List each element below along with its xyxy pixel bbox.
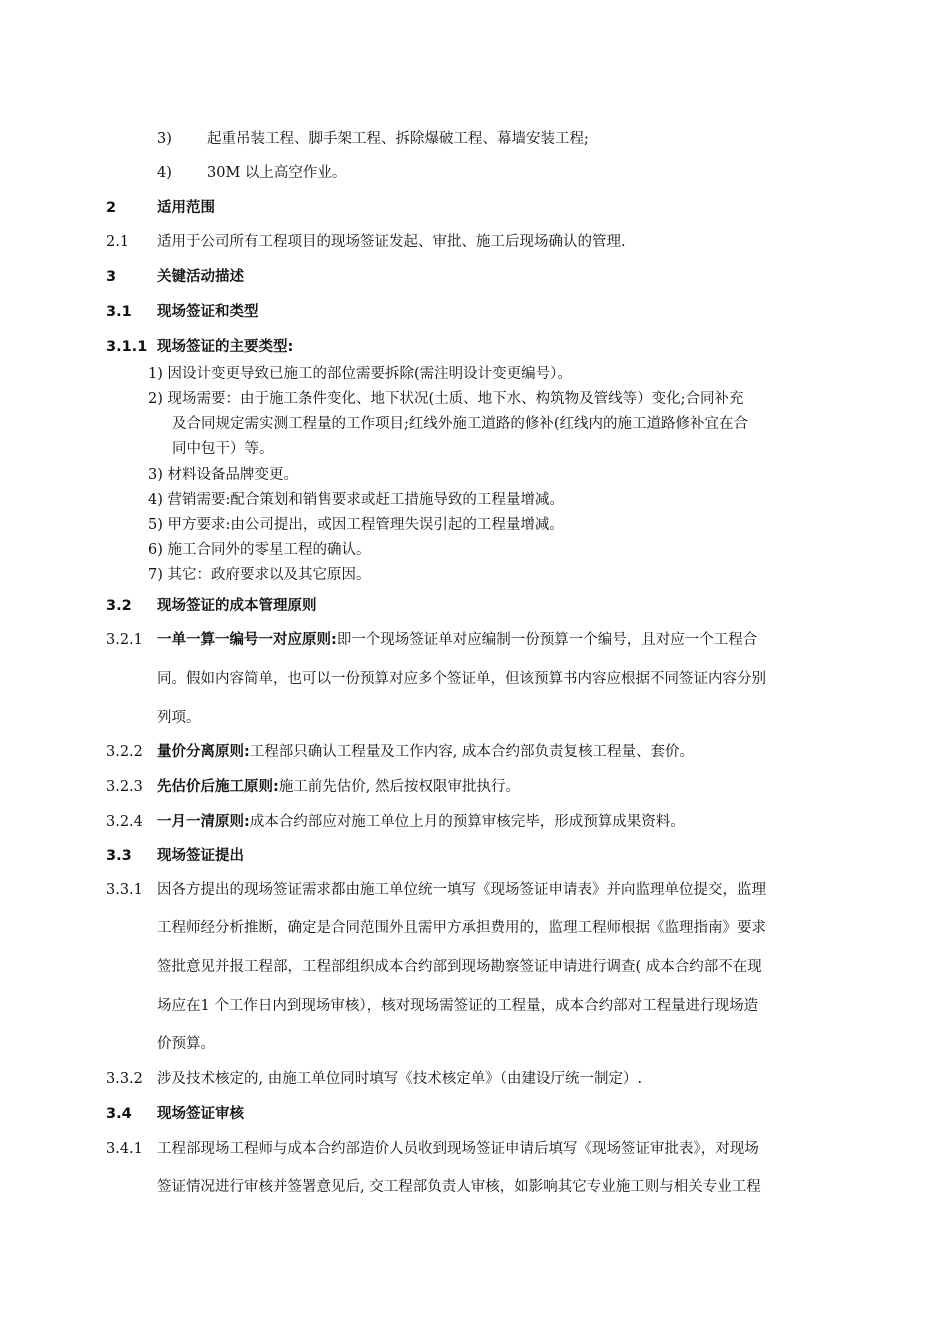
principle-text: 即一个现场签证单对应编制一份预算一个编号，且对应一个工程合 xyxy=(336,632,758,648)
clause-text: 签批意见并报工程部，工程部组织成本合约部到现场勘察签证申请进行调查( 成本合约部不在现 xyxy=(157,959,762,975)
clause-number: 3.2.2 xyxy=(106,744,143,760)
list-item: 7) 其它：政府要求以及其它原因。 xyxy=(148,567,371,583)
clause-text: 工程部现场工程师与成本合约部造价人员收到现场签证申请后填写《现场签证审批表》，对现场 xyxy=(157,1141,759,1157)
clause-text: 场应在1 个工作日内到现场审核），核对现场需签证的工程量，成本合约部对工程量进行现场造 xyxy=(157,998,759,1014)
section-number: 3.2 xyxy=(106,598,132,614)
clause-text: 因各方提出的现场签证需求都由施工单位统一填写《现场签证申请表》并向监理单位提交，监理 xyxy=(157,882,766,898)
section-title: 关键活动描述 xyxy=(157,269,244,285)
clause-number: 3.2.1 xyxy=(106,632,143,648)
principle-name: 先估价后施工原则: xyxy=(157,779,279,795)
list-item: 6) 施工合同外的零星工程的确认。 xyxy=(148,542,371,558)
list-item: 同中包干）等。 xyxy=(172,441,274,457)
clause-title: 现场签证的主要类型: xyxy=(157,339,294,355)
principle-name: 量价分离原则: xyxy=(157,744,250,760)
principle-text: 工程部只确认工程量及工作内容, 成本合约部负责复核工程量、套价。 xyxy=(249,744,695,760)
list-item: 2) 现场需要：由于施工条件变化、地下状况(土质、地下水、构筑物及管线等）变化;合同补充 xyxy=(148,391,744,407)
list-item: 4) 营销需要:配合策划和销售要求或赶工措施导致的工程量增减。 xyxy=(148,492,564,508)
clause-text xyxy=(157,630,757,650)
section-number: 3.3 xyxy=(106,848,132,864)
section-title: 适用范围 xyxy=(157,200,215,216)
section-title: 现场签证和类型 xyxy=(157,304,259,320)
principle-text: 施工前先估价, 然后按权限审批执行。 xyxy=(278,779,521,795)
clause-number: 3.3.1 xyxy=(106,882,143,898)
clause-text: 适用于公司所有工程项目的现场签证发起、审批、施工后现场确认的管理. xyxy=(157,234,626,250)
principle-name: 一单一算一编号一对应原则: xyxy=(157,632,337,648)
clause-text xyxy=(157,742,694,762)
section-number: 3 xyxy=(106,269,117,285)
principle-text: 成本合约部应对施工单位上月的预算审核完毕，形成预算成果资料。 xyxy=(249,814,685,830)
section-title: 现场签证提出 xyxy=(157,848,244,864)
section-number: 3.4 xyxy=(106,1106,132,1122)
clause-number: 3.2.3 xyxy=(106,779,143,795)
clause-number: 3.4.1 xyxy=(106,1141,143,1157)
list-item-text: 30M 以上高空作业。 xyxy=(207,165,347,181)
list-number: 4) xyxy=(157,165,172,181)
clause-text xyxy=(157,812,685,832)
clause-text: 同。假如内容简单，也可以一份预算对应多个签证单，但该预算书内容应根据不同签证内容分别 xyxy=(157,671,766,687)
section-title: 现场签证的成本管理原则 xyxy=(157,598,317,614)
clause-number: 2.1 xyxy=(106,234,130,250)
clause-text: 涉及技术核定的, 由施工单位同时填写《技术核定单》（由建设厅统一制定）. xyxy=(157,1071,643,1087)
clause-number: 3.1.1 xyxy=(106,339,148,355)
clause-number: 3.3.2 xyxy=(106,1071,143,1087)
principle-name: 一月一清原则: xyxy=(157,814,250,830)
list-item: 及合同规定需实测工程量的工作项目;红线外施工道路的修补(红线内的施工道路修补宜在合 xyxy=(172,416,749,432)
clause-text: 列项。 xyxy=(157,710,201,726)
section-number: 2 xyxy=(106,200,117,216)
list-number: 3) xyxy=(157,131,172,147)
clause-text: 价预算。 xyxy=(157,1036,215,1052)
clause-text: 签证情况进行审核并签署意见后, 交工程部负责人审核，如影响其它专业施工则与相关专业工程 xyxy=(157,1179,761,1195)
section-number: 3.1 xyxy=(106,304,132,320)
clause-text: 工程师经分析推断，确定是合同范围外且需甲方承担费用的，监理工程师根据《监理指南》要求 xyxy=(157,920,766,936)
list-item: 5) 甲方要求:由公司提出，或因工程管理失误引起的工程量增减。 xyxy=(148,517,564,533)
list-item: 3) 材料设备品牌变更。 xyxy=(148,467,298,483)
list-item: 1) 因设计变更导致已施工的部位需要拆除(需注明设计变更编号）。 xyxy=(148,366,572,382)
list-item-text: 起重吊装工程、脚手架工程、拆除爆破工程、幕墙安装工程; xyxy=(207,131,589,147)
clause-number: 3.2.4 xyxy=(106,814,143,830)
clause-text xyxy=(157,777,520,797)
section-title: 现场签证审核 xyxy=(157,1106,244,1122)
